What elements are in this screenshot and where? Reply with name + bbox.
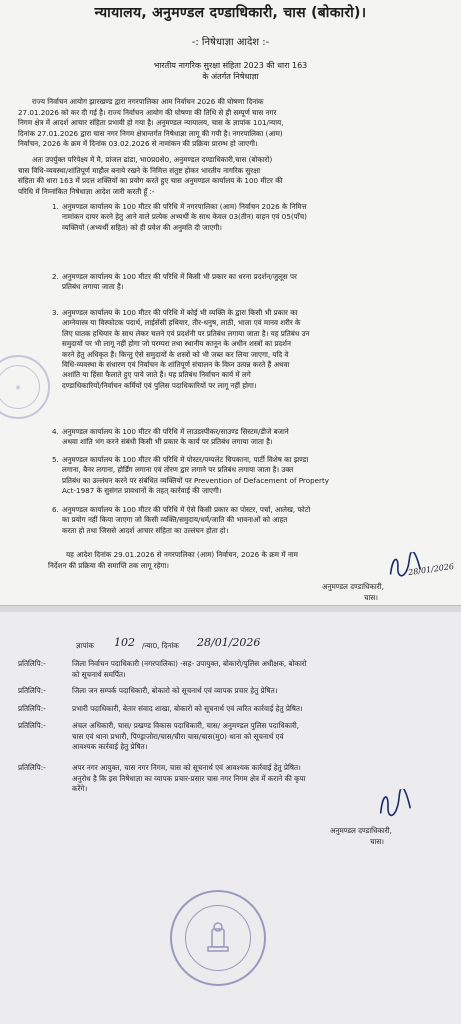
signatory-place: चास। bbox=[364, 593, 379, 602]
copy-label: प्रतिलिपि:- bbox=[18, 763, 46, 772]
order-item: अनुमण्डल कार्यालय के 100 मीटर की परिधि में ऐसे किसी प्रकार का पोस्टर, पर्चा, आलेख, फोटो का प्रयोग नहीं किया जाएगा जो किसी व्यक्ति/समुदाय/धर्म/जाति की भावनाओं को आहत करता हो तथा जिससे आदर्श आचार संहिता का उल्लंघन होता हो। bbox=[62, 505, 311, 535]
signatory-title: अनुमण्डल दण्डाधिकारी, bbox=[330, 826, 392, 835]
section-reference-sub: के अंतर्गत निषेधाज्ञा bbox=[202, 72, 259, 81]
copy-label: प्रतिलिपि:- bbox=[18, 686, 46, 695]
signature bbox=[374, 788, 413, 825]
item-number: 1. bbox=[52, 202, 59, 211]
order-item: अनुमण्डल कार्यालय के 100 मीटर की परिधि में पोस्टर/पम्पलेट चिपकाना, पार्टी विशेष का झण्डा लगाना, बैनर लगाना, होर्डिंग लगाना एवं तोरण द्वार लगाने पर प्रतिबंध लगाया जाता है। उक्त प्रतिबंध का उल्लंघन करने पर संबंधित व्यक्तियों पर Prevention of Defacement of Property Act-1987 के सुसंगत प्रावधानों के तहत् कार्रवाई की जाएगी। bbox=[62, 455, 329, 496]
order-title: -: निषेधाज्ञा आदेश :- bbox=[191, 37, 270, 48]
signatory-title: अनुमण्डल दण्डाधिकारी, bbox=[322, 582, 384, 591]
copy-recipient: जिला जन सम्पर्क पदाधिकारी, बोकारो को सूचनार्थ एवं व्यापक प्रचार हेतु प्रेषित। bbox=[72, 686, 278, 695]
item-number: 4. bbox=[52, 427, 59, 436]
item-number: 6. bbox=[52, 505, 59, 514]
memo-number: 102 bbox=[114, 636, 135, 649]
closing-paragraph: यह आदेश दिनांक 29.01.2026 से नगरपालिका (आम) निर्वाचन, 2026 के क्रम में नाम निर्देशन की प्रक्रिया की समाप्ति तक लागू रहेगा। bbox=[48, 550, 298, 570]
order-item: अनुमण्डल कार्यालय के 100 मीटर की परिधि में नगरपालिका (आम) निर्वाचन 2026 के निमित्त नामांकन दायर करने हेतु आने वाले प्रत्येक अभ्यर्थी के साथ केवल 03(तीन) वाहन एवं 05(पाँच) व्यक्तियों (अभ्यर्थी सहित) को ही प्रवेश की अनुमति दी जाएगी। bbox=[62, 202, 307, 232]
copy-label: प्रतिलिपि:- bbox=[18, 704, 46, 713]
copy-recipient: प्रभारी पदाधिकारी, बेतार संवाद शाखा, बोकारो को सूचनार्थ एवं त्वरित कार्रवाई हेतु प्रेषित। bbox=[72, 704, 303, 713]
order-paragraph: अतः उपर्युक्त परिपेक्ष्य में मै, प्रांजल ढांडा, भा0प्र0से0, अनुमण्डल दण्डाधिकारी,चास (बोकारो) चास विधि-व्यवस्था/शांतिपूर्ण माहौल बनाये रखने के निमित्त संतुष्ट होकर भारतीय नागरिक सुरक्षा संहिता की धारा 163 में प्रदत्त शक्तियों का प्रयोग करते हुए चास अनुमण्डल कार्यालय के 100 मीटर की परिधि में निम्नांकित निषेधाज्ञा आदेश जारी करती हूँ :- bbox=[18, 155, 283, 196]
copy-label: प्रतिलिपि:- bbox=[18, 659, 46, 668]
court-header: न्यायालय, अनुमण्डल दण्डाधिकारी, चास (बोकारो)। bbox=[94, 5, 367, 21]
item-number: 5. bbox=[52, 455, 59, 464]
copy-recipient: जिला निर्वाचन पदाधिकारी (नगरपालिका) -सह- उपायुक्त, बोकारो/पुलिस अधीक्षक, बोकारो को सूचनार्थ समर्पित। bbox=[72, 659, 307, 679]
intro-paragraph: राज्य निर्वाचन आयोग झारखण्ड द्वारा नगरपालिका आम निर्वाचन 2026 की घोषणा दिनांक 27.01.2026 को कर दी गई है। राज्य निर्वाचन आयोग की घोषणा की तिथि से ही सम्पूर्ण चास नगर निगम क्षेत्र में आदर्श आचार संहिता प्रभावी हो गया है। अनुमण्डल न्यायालय, चास के ज्ञापांक 101/न्याय, दिनांक 27.01.2026 द्वारा चास नगर निगम क्षेत्रान्तर्गत निषेधाज्ञा लागू की गयी है। नगरपालिका (आम) निर्वाचन, 2026 के क्रम में दिनांक 03.02.2026 से नामांकन की प्रक्रिया प्रारम्भ हो जाएगी। bbox=[18, 97, 284, 149]
signature-scribble-icon bbox=[374, 788, 413, 822]
item-number: 2. bbox=[52, 272, 59, 281]
memo-date: 28/01/2026 bbox=[197, 636, 261, 649]
order-item: अनुमण्डल कार्यालय के 100 मीटर की परिधि में लाउडस्पीकर/साउण्ड सिस्टम/डीजे बजाने अथवा शांति भंग करने संबंधी किसी भी प्रकार के कार्य पर प्रतिबंध लगाया जाता है। bbox=[62, 427, 289, 447]
signatory-place: चास। bbox=[370, 837, 385, 846]
order-item: अनुमण्डल कार्यालय के 100 मीटर की परिधि में कोई भी व्यक्ति के द्वारा किसी भी प्रकार का आग्नेयास्त्र या विस्फोटक पदार्थ, लाईसेंसी हथियार, तीर-धनुष, लाठी, भाला एवं मानव शरीर के लिए घातक हथियार के साथ लेकर चलने एवं प्रदर्शनी पर प्रतिबंध लगाया जाता है। यह प्रतिबंध उन समुदायों पर भी लागू नहीं होगा जो परम्परा तथा स्थानीय कानून के अधीन शस्त्रों का प्रदर्शन करने हेतु अधिकृत हैं। किन्तु ऐसे समुदायों के शस्त्रों को भी जब्त कर लिया जाएगा, यदि वे विधि-व्यवस्था के संधारण एवं निर्वाचन के शांतिपूर्ण संचालन के विघ्न उत्पन्न करते हैं अथवा अशांति या हिंसा फैलाते हुए पाये जाते हैं। यह प्रतिबंध निर्वाचन कार्य में लगे दण्डाधिकारियों/निर्वाचन कर्मियों एवं पुलिस पदाधिकारियों पर लागू नहीं होगा। bbox=[62, 308, 310, 390]
official-stamp bbox=[170, 890, 266, 986]
copy-recipient: अपर नगर आयुक्त, चास नगर निगम, चास को सूचनार्थ एवं आवश्यक कार्रवाई हेतु प्रेषित। अनुरोध है कि इस निषेधाज्ञा का व्यापक प्रचार-प्रसार चास नगर निगम क्षेत्र में कराने की कृपा करेंगे। bbox=[72, 763, 306, 794]
section-reference: भारतीय नागरिक सुरक्षा संहिता 2023 की धारा 163 bbox=[153, 61, 308, 70]
copy-label: प्रतिलिपि:- bbox=[18, 721, 46, 730]
office-seal-faint: ◉ bbox=[0, 355, 50, 419]
memo-mid: /न्या0, दिनांक bbox=[142, 641, 179, 650]
signature-date: 28/01/2026 bbox=[407, 561, 455, 578]
copy-recipient: अंचल अधिकारी, चास/ प्रखण्ड विकास पदाधिकारी, चास/ अनुमण्डल पुलिस पदाधिकारी, चास एवं थाना प्रभारी, पिण्ड्राजोरा/चास/चीरा चास/चास(मु0) थाना को सूचनार्थ एवं आवश्यक कार्रवाई हेतु प्रेषित। bbox=[72, 721, 300, 752]
memo-page bbox=[0, 612, 461, 1024]
memo-prefix: ज्ञापांक bbox=[76, 641, 94, 650]
order-item: अनुमण्डल कार्यालय के 100 मीटर की परिधि में किसी भी प्रकार का धरना प्रदर्शन/जुलूस पर प्रतिबंध लगाया जाता है। bbox=[62, 272, 297, 292]
item-number: 3. bbox=[52, 308, 59, 317]
national-emblem-icon bbox=[203, 921, 233, 955]
